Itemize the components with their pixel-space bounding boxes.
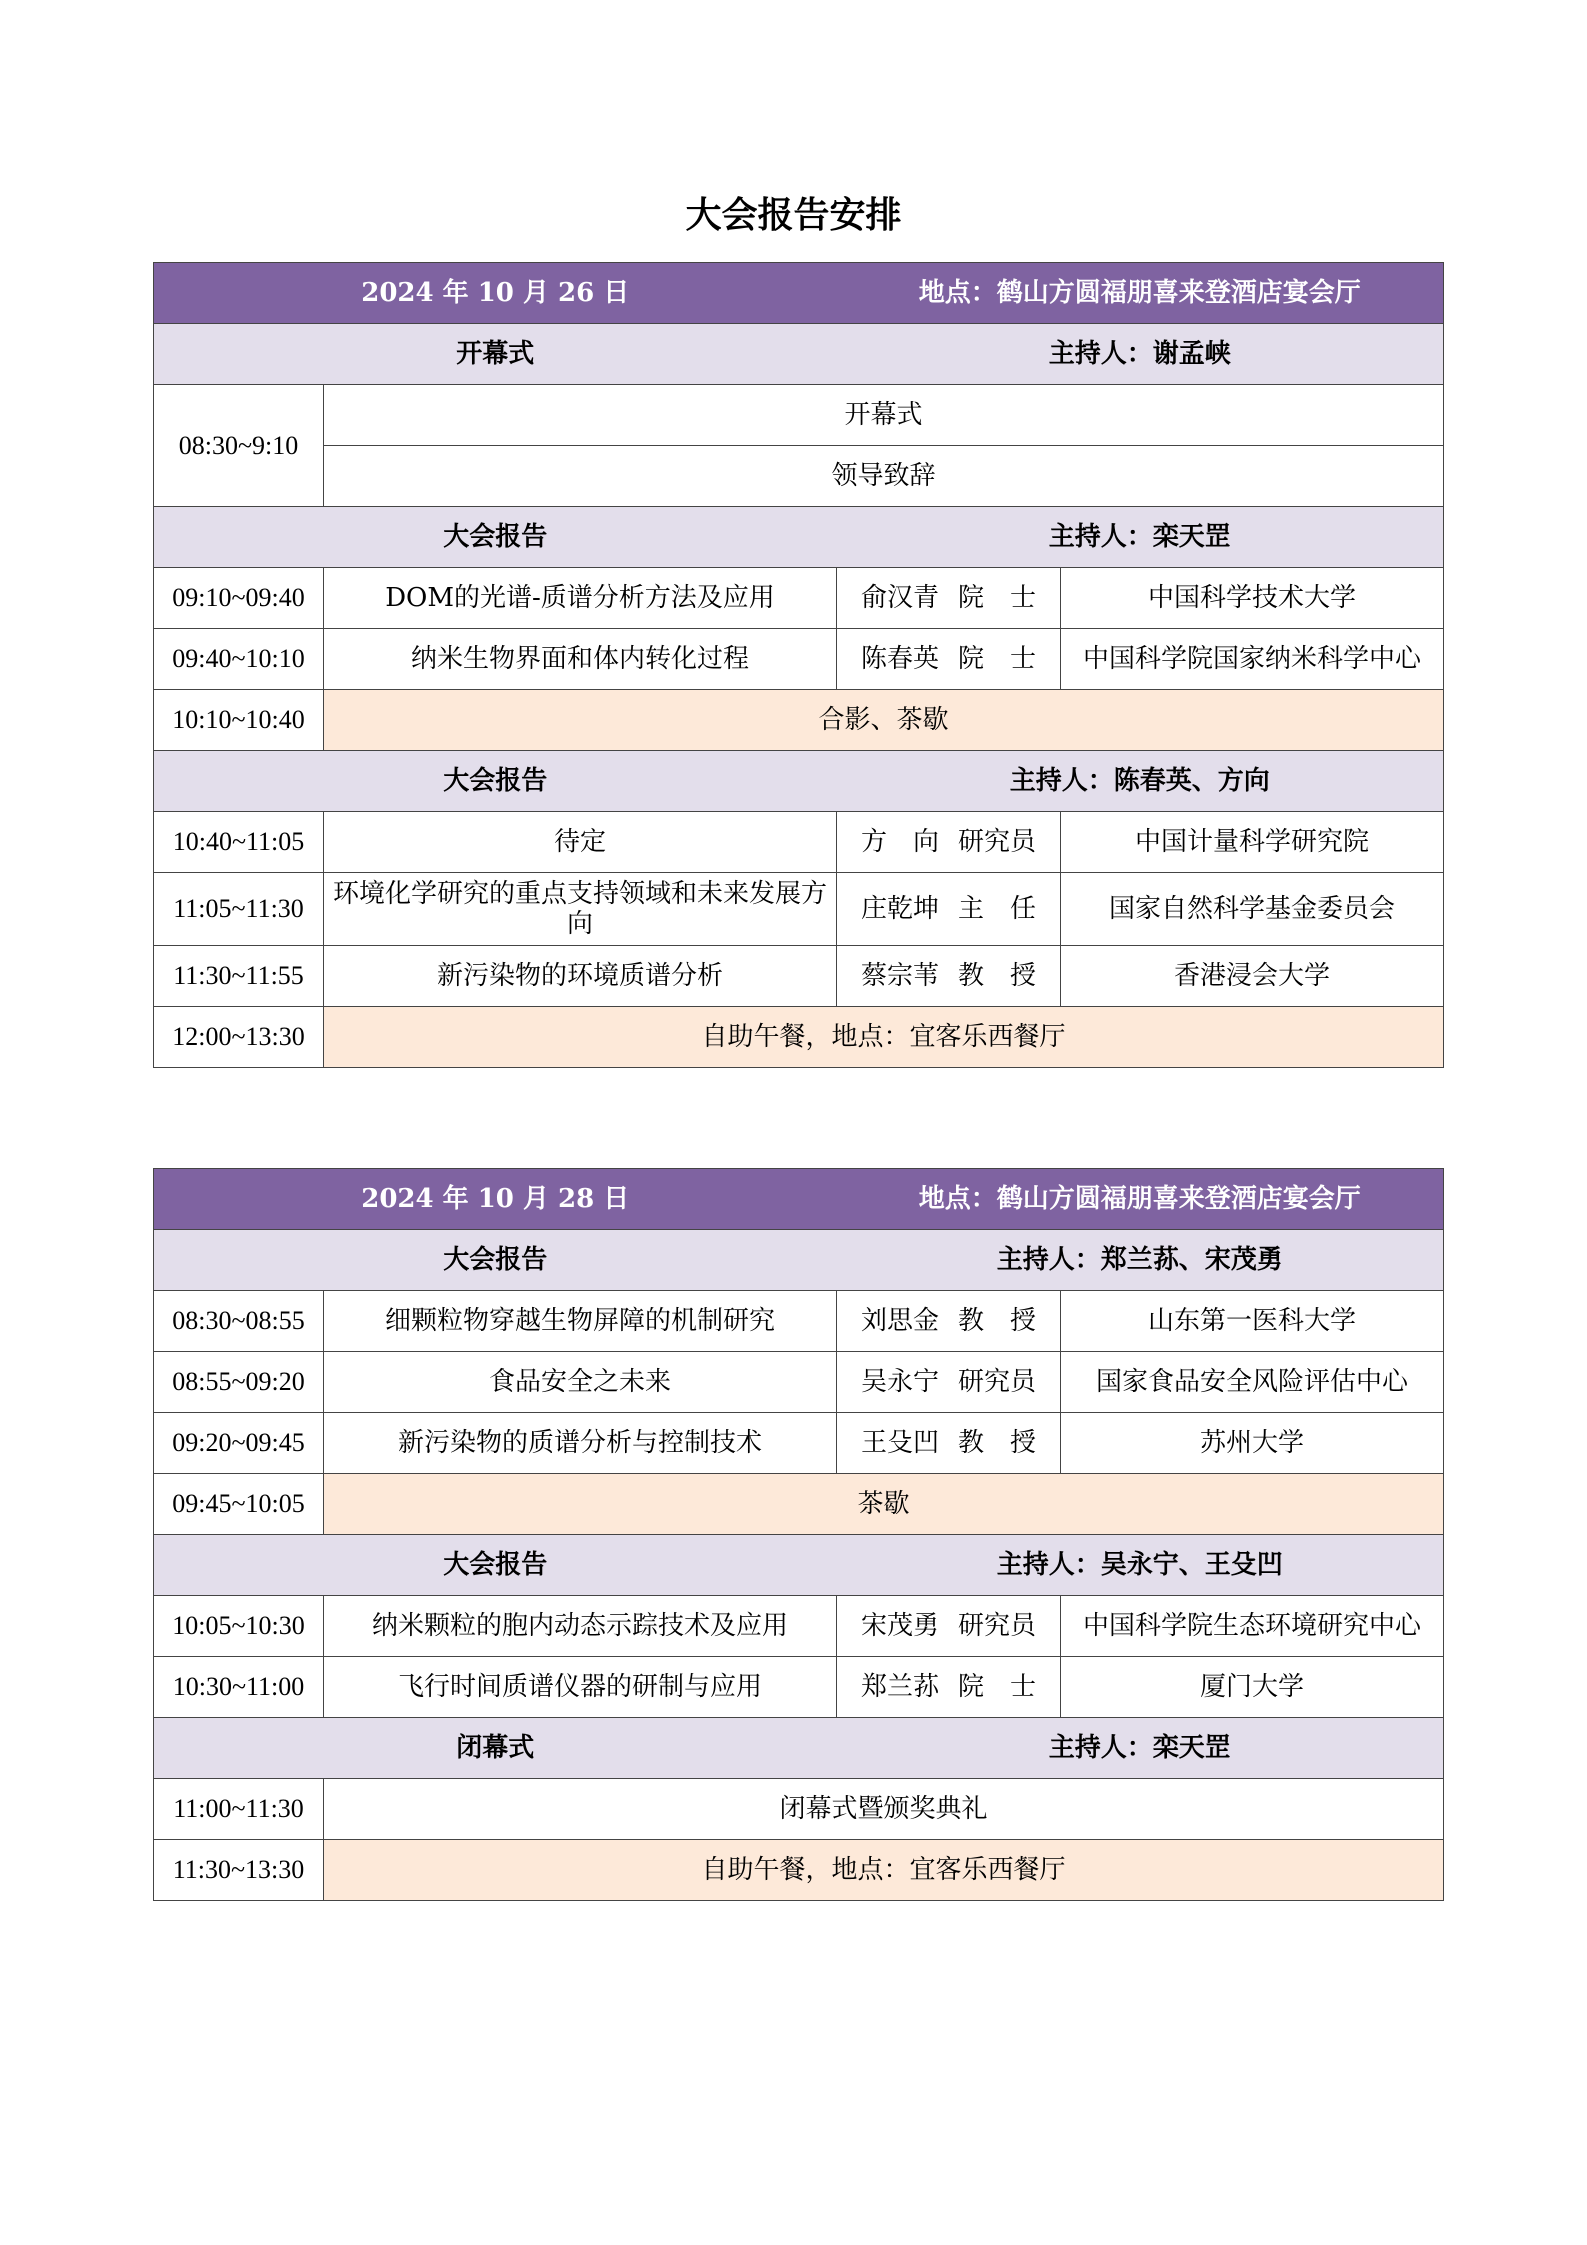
time-cell: 10:40~11:05	[154, 812, 324, 873]
lunch-row	[154, 1007, 1444, 1068]
speaker-name: 郑兰荪	[861, 1672, 940, 1702]
speaker-cell	[837, 1657, 1061, 1718]
time-cell: 09:20~09:45	[154, 1413, 324, 1474]
talk-title: 环境化学研究的重点支持领域和未来发展方向	[324, 873, 837, 946]
agenda-item: 开幕式	[324, 385, 1444, 446]
org-cell: 中国科学技术大学	[1061, 568, 1444, 629]
section-header	[154, 751, 1444, 812]
section-header	[154, 1535, 1444, 1596]
time-cell: 11:00~11:30	[154, 1779, 324, 1840]
section-host: 主持人：谢孟峡	[837, 324, 1444, 385]
section-host: 主持人：栾天罡	[837, 507, 1444, 568]
day-header	[154, 263, 1444, 324]
section-title: 大会报告	[154, 507, 837, 568]
day-venue: 地点：鹤山方圆福朋喜来登酒店宴会厅	[837, 263, 1444, 324]
talk-title: 纳米生物界面和体内转化过程	[324, 629, 837, 690]
break-text: 茶歇	[324, 1474, 1444, 1535]
table-row	[154, 873, 1444, 946]
speaker-name: 吴永宁	[861, 1367, 940, 1397]
talk-title: 待定	[324, 812, 837, 873]
break-text: 合影、茶歇	[324, 690, 1444, 751]
time-cell: 11:30~13:30	[154, 1840, 324, 1901]
org-cell: 山东第一医科大学	[1061, 1291, 1444, 1352]
org-cell: 中国科学院国家纳米科学中心	[1061, 629, 1444, 690]
time-cell: 09:10~09:40	[154, 568, 324, 629]
time-cell: 10:30~11:00	[154, 1657, 324, 1718]
agenda-item: 闭幕式暨颁奖典礼	[324, 1779, 1444, 1840]
org-cell: 中国计量科学研究院	[1061, 812, 1444, 873]
org-cell: 国家自然科学基金委员会	[1061, 873, 1444, 946]
speaker-role: 教 授	[957, 961, 1036, 991]
table-row	[154, 1352, 1444, 1413]
time-cell: 08:30~9:10	[154, 385, 324, 507]
speaker-role: 教 授	[957, 1428, 1036, 1458]
section-header	[154, 1230, 1444, 1291]
speaker-name: 陈春英	[861, 644, 940, 674]
speaker-cell	[837, 629, 1061, 690]
section-header	[154, 507, 1444, 568]
org-cell: 苏州大学	[1061, 1413, 1444, 1474]
table-row	[154, 1413, 1444, 1474]
talk-title: 纳米颗粒的胞内动态示踪技术及应用	[324, 1596, 837, 1657]
speaker-cell	[837, 568, 1061, 629]
section-host: 主持人：吴永宁、王殳凹	[837, 1535, 1444, 1596]
talk-title: DOM的光谱-质谱分析方法及应用	[324, 568, 837, 629]
speaker-role: 院 士	[957, 583, 1036, 613]
speaker-role: 教 授	[957, 1306, 1036, 1336]
day-date: 2024 年 10 月 26 日	[154, 263, 837, 324]
speaker-name: 庄乾坤	[861, 894, 940, 924]
section-title: 大会报告	[154, 1230, 837, 1291]
agenda-item: 领导致辞	[324, 446, 1444, 507]
speaker-cell	[837, 812, 1061, 873]
time-cell: 09:40~10:10	[154, 629, 324, 690]
time-cell: 10:05~10:30	[154, 1596, 324, 1657]
speaker-name: 刘思金	[861, 1306, 940, 1336]
time-cell: 08:30~08:55	[154, 1291, 324, 1352]
talk-title: 新污染物的质谱分析与控制技术	[324, 1413, 837, 1474]
speaker-name: 俞汉青	[861, 583, 940, 613]
section-title: 大会报告	[154, 751, 837, 812]
lunch-text: 自助午餐，地点：宜客乐西餐厅	[324, 1007, 1444, 1068]
time-cell: 08:55~09:20	[154, 1352, 324, 1413]
schedule-table-day2	[153, 1168, 1444, 1901]
speaker-cell	[837, 873, 1061, 946]
time-cell: 12:00~13:30	[154, 1007, 324, 1068]
speaker-cell	[837, 1596, 1061, 1657]
speaker-name: 蔡宗苇	[861, 961, 940, 991]
speaker-role: 院 士	[957, 1672, 1036, 1702]
talk-title: 细颗粒物穿越生物屏障的机制研究	[324, 1291, 837, 1352]
table-row	[154, 812, 1444, 873]
speaker-cell	[837, 1352, 1061, 1413]
break-row	[154, 1474, 1444, 1535]
table-row	[154, 1596, 1444, 1657]
speaker-role: 院 士	[957, 644, 1036, 674]
time-cell: 11:30~11:55	[154, 946, 324, 1007]
speaker-role: 主 任	[957, 894, 1036, 924]
org-cell: 香港浸会大学	[1061, 946, 1444, 1007]
talk-title: 新污染物的环境质谱分析	[324, 946, 837, 1007]
break-row	[154, 690, 1444, 751]
section-title: 闭幕式	[154, 1718, 837, 1779]
org-cell: 中国科学院生态环境研究中心	[1061, 1596, 1444, 1657]
speaker-cell	[837, 946, 1061, 1007]
speaker-cell	[837, 1413, 1061, 1474]
section-host: 主持人：陈春英、方向	[837, 751, 1444, 812]
day-header	[154, 1169, 1444, 1230]
table-row	[154, 946, 1444, 1007]
day-date: 2024 年 10 月 28 日	[154, 1169, 837, 1230]
section-title: 大会报告	[154, 1535, 837, 1596]
org-cell: 厦门大学	[1061, 1657, 1444, 1718]
speaker-role: 研究员	[957, 1367, 1036, 1397]
time-cell: 11:05~11:30	[154, 873, 324, 946]
lunch-text: 自助午餐，地点：宜客乐西餐厅	[324, 1840, 1444, 1901]
section-header	[154, 324, 1444, 385]
lunch-row	[154, 1840, 1444, 1901]
time-cell: 09:45~10:05	[154, 1474, 324, 1535]
speaker-name: 王殳凹	[861, 1428, 940, 1458]
table-row	[154, 629, 1444, 690]
speaker-name: 方 向	[861, 827, 940, 857]
speaker-role: 研究员	[957, 827, 1036, 857]
table-row	[154, 1291, 1444, 1352]
time-cell: 10:10~10:40	[154, 690, 324, 751]
table-row	[154, 1779, 1444, 1840]
table-row	[154, 568, 1444, 629]
speaker-name: 宋茂勇	[861, 1611, 940, 1641]
section-header	[154, 1718, 1444, 1779]
speaker-role: 研究员	[957, 1611, 1036, 1641]
page-title: 大会报告安排	[685, 194, 902, 236]
org-cell: 国家食品安全风险评估中心	[1061, 1352, 1444, 1413]
section-title: 开幕式	[154, 324, 837, 385]
day-venue: 地点：鹤山方圆福朋喜来登酒店宴会厅	[837, 1169, 1444, 1230]
section-host: 主持人：栾天罡	[837, 1718, 1444, 1779]
table-row	[154, 1657, 1444, 1718]
table-row	[154, 446, 1444, 507]
section-host: 主持人：郑兰荪、宋茂勇	[837, 1230, 1444, 1291]
schedule-table-day1	[153, 262, 1444, 1068]
talk-title: 飞行时间质谱仪器的研制与应用	[324, 1657, 837, 1718]
table-row	[154, 385, 1444, 446]
speaker-cell	[837, 1291, 1061, 1352]
talk-title: 食品安全之未来	[324, 1352, 837, 1413]
